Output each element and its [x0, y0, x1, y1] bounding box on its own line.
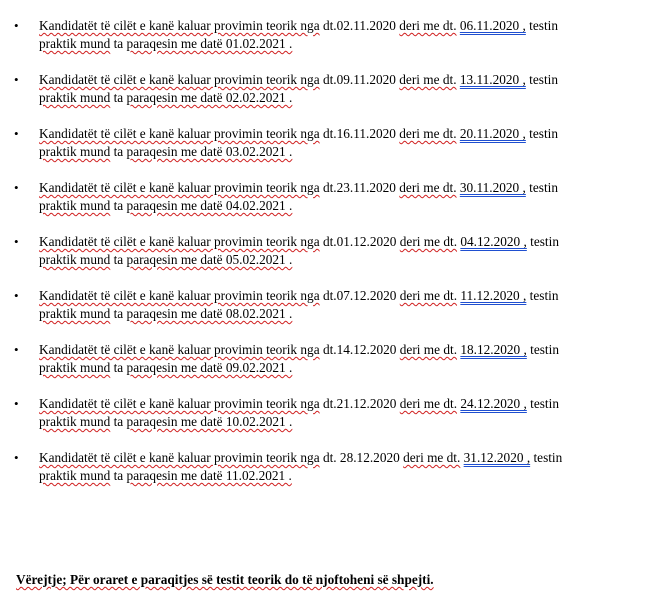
- item-to-date: 13.11.2020 ,: [459, 72, 526, 87]
- item-line2c: paraqesin me datë 11.02.2021 .: [126, 468, 292, 483]
- list-item: [0, 233, 652, 287]
- item-line2a: praktik mund: [39, 36, 111, 51]
- item-lead: Kandidatët të cilët e kanë kaluar provimin teorik nga: [39, 72, 320, 87]
- item-to-date: 18.12.2020 ,: [460, 342, 527, 357]
- list-item: [0, 179, 652, 233]
- item-line2a: praktik mund: [39, 414, 111, 429]
- item-tail: testin: [529, 126, 558, 141]
- item-line2b: ta: [113, 144, 124, 159]
- item-from-date: dt.09.11.2020: [322, 72, 396, 87]
- item-to-date: 11.12.2020 ,: [460, 288, 527, 303]
- bullet-icon: •: [14, 450, 19, 465]
- list-item-text: [39, 341, 619, 377]
- bullet-icon: •: [14, 18, 19, 33]
- item-line2a: praktik mund: [39, 144, 111, 159]
- schedule-list: [0, 17, 652, 503]
- item-lead: Kandidatët të cilët e kanë kaluar provimin teorik nga: [39, 342, 320, 357]
- item-to-date: 06.11.2020 ,: [459, 18, 526, 33]
- item-line2b: ta: [113, 90, 124, 105]
- item-line2c: paraqesin me datë 05.02.2021 .: [126, 252, 293, 267]
- list-item: [0, 287, 652, 341]
- item-mid: deri me dt.: [399, 18, 457, 33]
- item-mid: deri me dt.: [399, 72, 457, 87]
- item-mid: deri me dt.: [399, 180, 457, 195]
- item-lead: Kandidatët të cilët e kanë kaluar provimin teorik nga: [39, 126, 320, 141]
- item-lead: Kandidatët të cilët e kanë kaluar provimin teorik nga: [39, 18, 320, 33]
- item-mid: deri me dt.: [403, 450, 461, 465]
- item-line2b: ta: [113, 252, 124, 267]
- item-line2b: ta: [113, 414, 124, 429]
- item-tail: testin: [529, 180, 558, 195]
- item-lead: Kandidatët të cilët e kanë kaluar provimin teorik nga: [39, 288, 320, 303]
- list-item-text: [39, 17, 619, 53]
- list-item: [0, 17, 652, 71]
- item-line2a: praktik mund: [39, 468, 111, 483]
- item-line2c: paraqesin me datë 04.02.2021 .: [126, 198, 293, 213]
- item-line2b: ta: [113, 36, 124, 51]
- list-item: [0, 341, 652, 395]
- item-line2a: praktik mund: [39, 360, 111, 375]
- item-mid: deri me dt.: [399, 288, 458, 303]
- item-from-date: dt.14.12.2020: [322, 342, 397, 357]
- item-from-date: dt. 28.12.2020: [322, 450, 400, 465]
- item-from-date: dt.21.12.2020: [322, 396, 397, 411]
- item-from-date: dt.07.12.2020: [322, 288, 397, 303]
- item-from-date: dt.23.11.2020: [322, 180, 396, 195]
- item-tail: testin: [530, 396, 559, 411]
- remark-note: Vërejtje; Për oraret e paraqitjes së testit teorik do të njoftoheni së shpejti.: [16, 572, 434, 587]
- bullet-icon: •: [14, 234, 19, 249]
- item-from-date: dt.16.11.2020: [322, 126, 396, 141]
- item-from-date: dt.02.11.2020: [322, 18, 396, 33]
- item-tail: testin: [529, 288, 559, 303]
- item-line2a: praktik mund: [39, 90, 111, 105]
- bullet-icon: •: [14, 396, 19, 411]
- bullet-icon: •: [14, 288, 19, 303]
- item-tail: testin: [529, 18, 558, 33]
- item-line2c: paraqesin me datë 03.02.2021 .: [126, 144, 293, 159]
- item-to-date: 31.12.2020 ,: [463, 450, 531, 465]
- bullet-icon: •: [14, 72, 19, 87]
- item-lead: Kandidatët të cilët e kanë kaluar provimin teorik nga: [39, 396, 320, 411]
- list-item: [0, 449, 652, 503]
- bullet-icon: •: [14, 126, 19, 141]
- item-to-date: 30.11.2020 ,: [459, 180, 526, 195]
- list-item-text: [39, 287, 619, 323]
- bullet-icon: •: [14, 342, 19, 357]
- item-tail: testin: [533, 450, 563, 465]
- item-line2b: ta: [113, 360, 124, 375]
- list-item: [0, 395, 652, 449]
- item-line2c: paraqesin me datë 09.02.2021 .: [126, 360, 293, 375]
- item-line2c: paraqesin me datë 08.02.2021 .: [126, 306, 293, 321]
- item-line2c: paraqesin me datë 10.02.2021 .: [126, 414, 293, 429]
- item-line2c: paraqesin me datë 01.02.2021 .: [126, 36, 293, 51]
- list-item-text: [39, 125, 619, 161]
- item-mid: deri me dt.: [399, 396, 458, 411]
- item-to-date: 24.12.2020 ,: [460, 396, 527, 411]
- item-lead: Kandidatët të cilët e kanë kaluar provimin teorik nga: [39, 180, 320, 195]
- item-tail: testin: [530, 234, 559, 249]
- item-line2b: ta: [113, 306, 124, 321]
- item-mid: deri me dt.: [399, 126, 457, 141]
- item-line2c: paraqesin me datë 02.02.2021 .: [126, 90, 293, 105]
- item-mid: deri me dt.: [399, 234, 458, 249]
- item-tail: testin: [530, 342, 559, 357]
- list-item-text: [39, 233, 619, 269]
- item-line2a: praktik mund: [39, 252, 111, 267]
- item-line2a: praktik mund: [39, 198, 111, 213]
- list-item: [0, 125, 652, 179]
- list-item-text: [39, 395, 619, 431]
- item-to-date: 20.11.2020 ,: [459, 126, 526, 141]
- item-mid: deri me dt.: [399, 342, 458, 357]
- item-line2a: praktik mund: [39, 306, 111, 321]
- list-item-text: [39, 449, 619, 485]
- list-item-text: [39, 179, 619, 215]
- list-item: [0, 71, 652, 125]
- item-lead: Kandidatët të cilët e kanë kaluar provimin teorik nga: [39, 450, 320, 465]
- item-line2b: ta: [113, 198, 124, 213]
- item-lead: Kandidatët të cilët e kanë kaluar provimin teorik nga: [39, 234, 320, 249]
- item-to-date: 04.12.2020 ,: [460, 234, 527, 249]
- item-tail: testin: [529, 72, 558, 87]
- item-from-date: dt.01.12.2020: [322, 234, 397, 249]
- list-item-text: [39, 71, 619, 107]
- bullet-icon: •: [14, 180, 19, 195]
- item-line2b: ta: [113, 468, 124, 483]
